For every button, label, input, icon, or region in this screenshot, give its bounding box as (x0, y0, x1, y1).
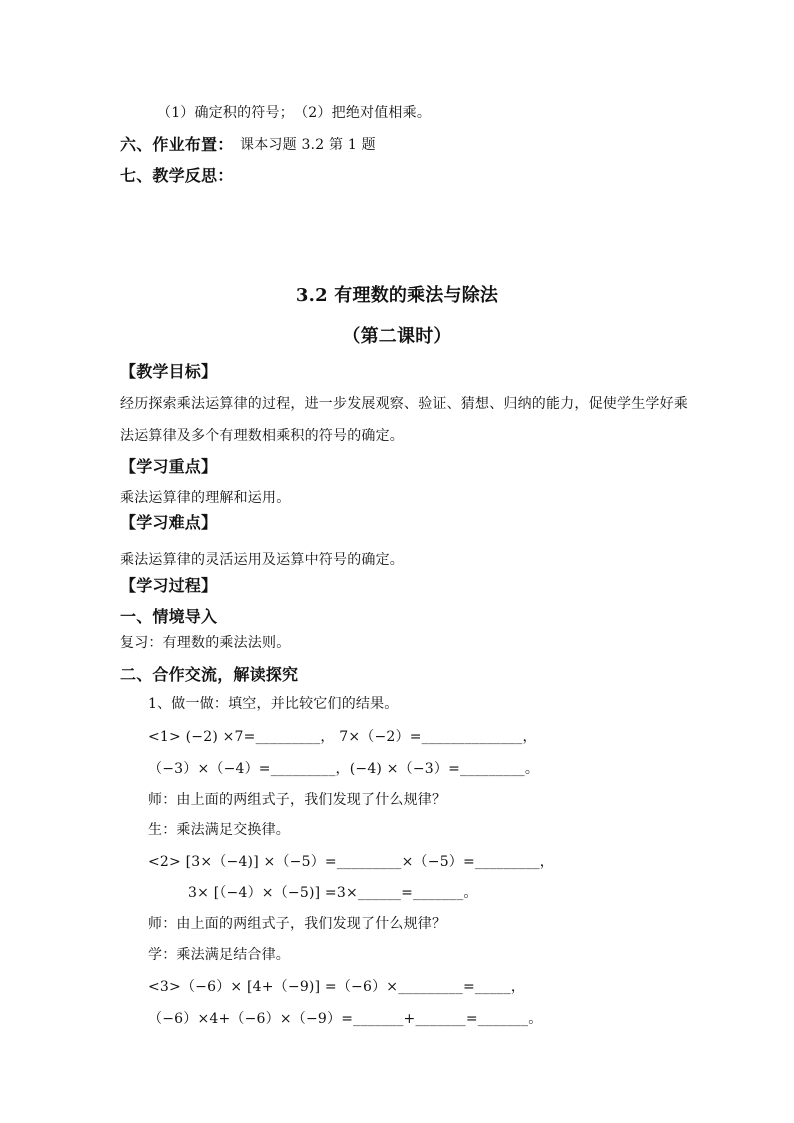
teacher-question-2: 师：由上面的两组式子，我们发现了什么规律？ (148, 916, 447, 932)
text-line-product-rule-steps: （1）确定积的符号； （2）把绝对值相乘。 (157, 105, 432, 121)
difficulties-text: 乘法运算律的灵活运用及运算中符号的确定。 (120, 552, 404, 568)
heading-difficulties: 【学习难点】 (120, 513, 218, 532)
section-heading-cooperation: 二、合作交流，解读探究 (120, 665, 299, 684)
heading-learning-process: 【学习过程】 (120, 576, 218, 595)
heading-key-points: 【学习重点】 (120, 457, 218, 476)
heading-teaching-goals: 【教学目标】 (120, 362, 218, 381)
student-answer-associative: 学：乘法满足结合律。 (148, 947, 290, 963)
exercise-instruction: 1、做一做：填空，并比较它们的结果。 (148, 696, 399, 712)
exercise-3-line-2: （−6）×4+（−6）×（−9）=_______+_______=_______。 (148, 1011, 543, 1027)
lesson-title: 3.2 有理数的乘法与除法 (295, 285, 499, 306)
goals-text-line-1: 经历探索乘法运算律的过程，进一步发展观察、验证、猜想、归纳的能力，促使学生学好乘 (120, 396, 688, 412)
key-points-text: 乘法运算律的理解和运用。 (120, 490, 291, 506)
section-heading-reflection: 七、教学反思： (120, 166, 234, 185)
section-heading-introduction: 一、情境导入 (120, 607, 218, 626)
exercise-2-line-2: 3× [（−4）×（−5)] =3×______=_______。 (188, 885, 478, 901)
exercise-1-line-1: <1> (−2) ×7=_________， 7×（−2）=______________， (148, 729, 537, 745)
exercise-2-line-1: <2> [3×（−4)] ×（−5）=_________×（−5）=_________， (148, 854, 554, 870)
goals-text-line-2: 法运算律及多个有理数相乘积的符号的确定。 (120, 428, 404, 444)
lesson-subtitle: （第二课时） (342, 326, 452, 347)
homework-content: 课本习题 3.2 第 1 题 (240, 137, 376, 153)
student-answer-commutative: 生：乘法满足交换律。 (148, 822, 290, 838)
exercise-1-line-2: （−3）×（−4）=_________，(−4) ×（−3）=_________。 (148, 761, 540, 777)
exercise-3-line-1: <3>（−6）× [4+（−9)] =（−6）×_________=_____， (148, 979, 526, 995)
review-text: 复习：有理数的乘法法则。 (120, 635, 291, 651)
section-heading-homework: 六、作业布置： (120, 135, 234, 154)
teacher-question-1: 师：由上面的两组式子，我们发现了什么规律？ (148, 792, 447, 808)
